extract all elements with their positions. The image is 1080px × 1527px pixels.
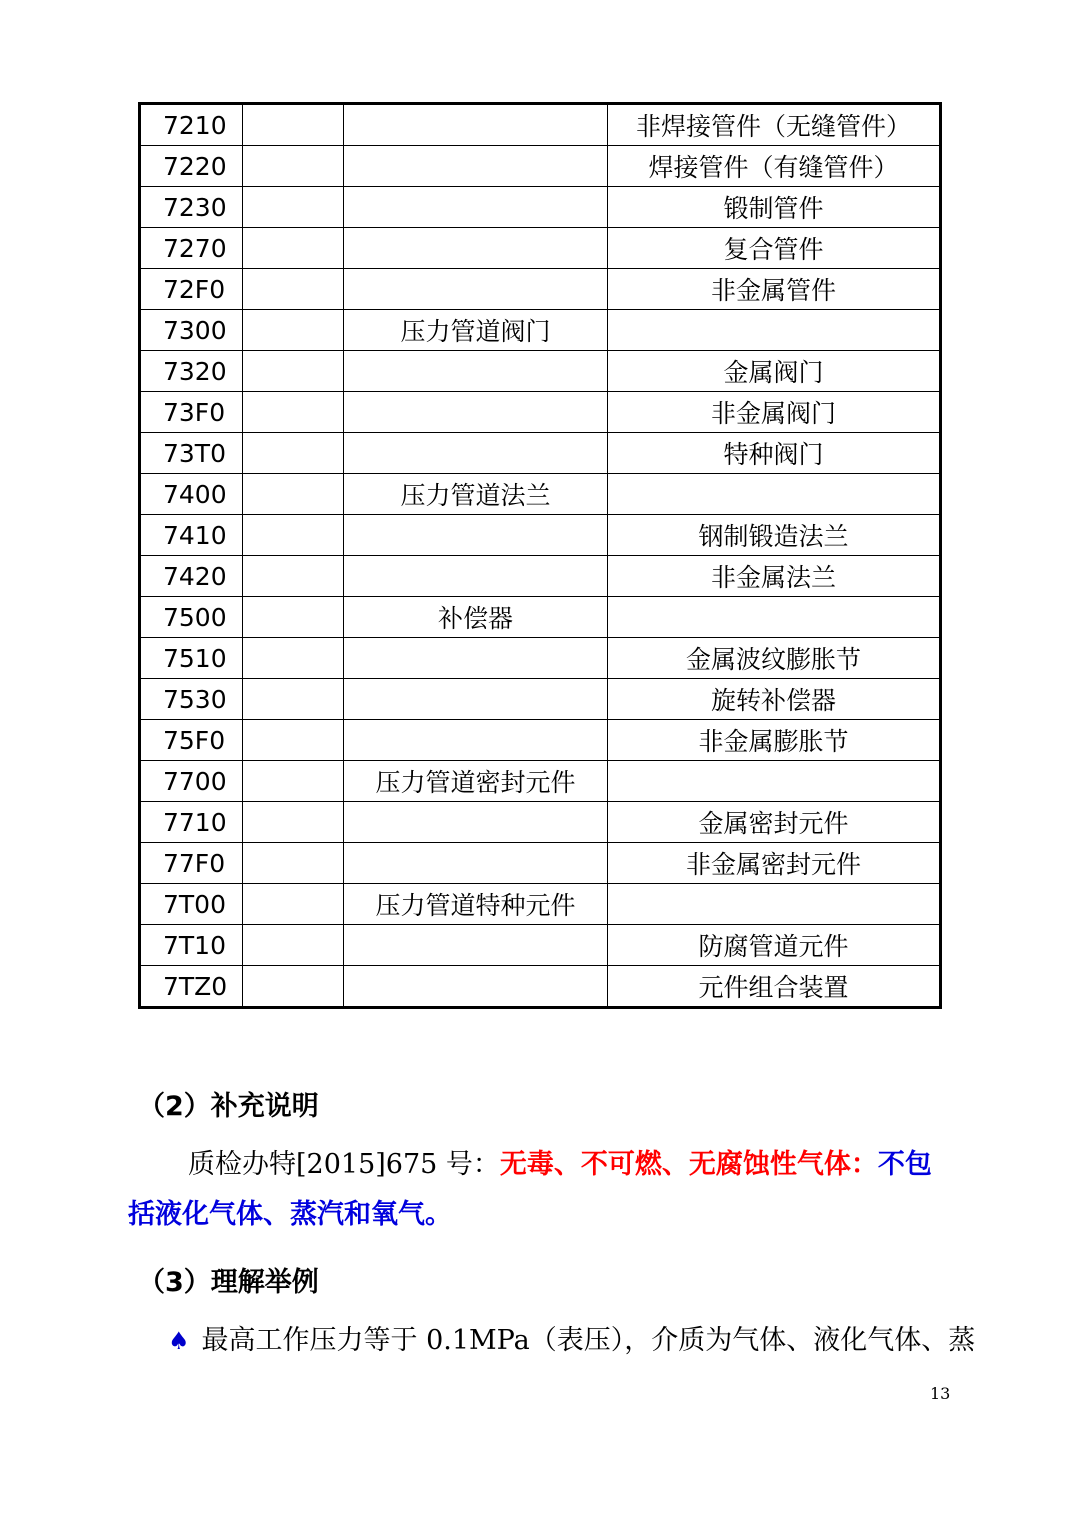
table-cell-c3: 补偿器 bbox=[344, 597, 608, 638]
section-2-heading: （2）补充说明 bbox=[138, 1091, 319, 1122]
table-row bbox=[140, 228, 941, 269]
spade-icon: ♠ bbox=[168, 1327, 190, 1355]
page-number: 13 bbox=[930, 1384, 951, 1403]
table-cell-code: 7220 bbox=[140, 146, 243, 187]
table-cell-c4: 金属阀门 bbox=[608, 351, 941, 392]
table-cell-c2 bbox=[243, 228, 344, 269]
table-row bbox=[140, 104, 941, 146]
highlighted-exclusion: 不包括液化气体、蒸汽和氧气。 bbox=[128, 1149, 932, 1230]
table-cell-c3 bbox=[344, 146, 608, 187]
table-cell-c2 bbox=[243, 146, 344, 187]
table-cell-code: 73T0 bbox=[140, 433, 243, 474]
table-cell-code: 7700 bbox=[140, 761, 243, 802]
table-cell-c3: 压力管道阀门 bbox=[344, 310, 608, 351]
table-row bbox=[140, 187, 941, 228]
table-cell-c3 bbox=[344, 925, 608, 966]
table-row bbox=[140, 269, 941, 310]
table-cell-code: 75F0 bbox=[140, 720, 243, 761]
table-cell-c3 bbox=[344, 720, 608, 761]
table-cell-c2 bbox=[243, 720, 344, 761]
table-row bbox=[140, 966, 941, 1008]
table-cell-c3 bbox=[344, 556, 608, 597]
table-cell-c4: 防腐管道元件 bbox=[608, 925, 941, 966]
table-row bbox=[140, 515, 941, 556]
table-cell-c4 bbox=[608, 474, 941, 515]
table-cell-c4: 金属波纹膨胀节 bbox=[608, 638, 941, 679]
table-cell-c2 bbox=[243, 925, 344, 966]
table-cell-c3 bbox=[344, 104, 608, 146]
table-cell-c4: 非金属管件 bbox=[608, 269, 941, 310]
table-row bbox=[140, 351, 941, 392]
catalog-table-body bbox=[140, 104, 941, 1008]
table-cell-c2 bbox=[243, 966, 344, 1008]
table-cell-c2 bbox=[243, 515, 344, 556]
regulation-reference: 质检办特[2015]675 号： bbox=[188, 1149, 500, 1180]
table-cell-code: 7400 bbox=[140, 474, 243, 515]
table-row bbox=[140, 556, 941, 597]
table-cell-c4: 复合管件 bbox=[608, 228, 941, 269]
table-cell-c3 bbox=[344, 351, 608, 392]
table-cell-c3 bbox=[344, 187, 608, 228]
table-cell-c2 bbox=[243, 556, 344, 597]
table-cell-code: 7510 bbox=[140, 638, 243, 679]
section-3-heading: （3）理解举例 bbox=[138, 1267, 319, 1298]
table-cell-c2 bbox=[243, 884, 344, 925]
table-row bbox=[140, 925, 941, 966]
table-cell-c4 bbox=[608, 597, 941, 638]
table-cell-c4: 特种阀门 bbox=[608, 433, 941, 474]
table-cell-c4: 旋转补偿器 bbox=[608, 679, 941, 720]
table-cell-c4 bbox=[608, 884, 941, 925]
table-row bbox=[140, 761, 941, 802]
table-cell-c2 bbox=[243, 597, 344, 638]
table-cell-code: 73F0 bbox=[140, 392, 243, 433]
table-row bbox=[140, 638, 941, 679]
highlighted-gas-type: 无毒、不可燃、无腐蚀性气体： bbox=[499, 1149, 878, 1180]
table-cell-c3 bbox=[344, 269, 608, 310]
table-cell-code: 7710 bbox=[140, 802, 243, 843]
table-cell-c3 bbox=[344, 515, 608, 556]
table-cell-c2 bbox=[243, 761, 344, 802]
table-row bbox=[140, 474, 941, 515]
supplementary-note bbox=[128, 1140, 958, 1240]
table-cell-code: 7320 bbox=[140, 351, 243, 392]
table-cell-code: 7T10 bbox=[140, 925, 243, 966]
table-cell-c2 bbox=[243, 392, 344, 433]
table-row bbox=[140, 720, 941, 761]
table-cell-code: 77F0 bbox=[140, 843, 243, 884]
table-cell-c4 bbox=[608, 761, 941, 802]
table-row bbox=[140, 597, 941, 638]
table-cell-c4 bbox=[608, 310, 941, 351]
table-row bbox=[140, 679, 941, 720]
table-cell-c2 bbox=[243, 433, 344, 474]
table-cell-c2 bbox=[243, 679, 344, 720]
table-cell-code: 7210 bbox=[140, 104, 243, 146]
table-row bbox=[140, 392, 941, 433]
table-row bbox=[140, 146, 941, 187]
table-cell-c4: 钢制锻造法兰 bbox=[608, 515, 941, 556]
table-cell-c3 bbox=[344, 843, 608, 884]
example-text: 最高工作压力等于 0.1MPa（表压），介质为气体、液化气体、蒸 bbox=[201, 1325, 976, 1356]
table-cell-code: 7TZ0 bbox=[140, 966, 243, 1008]
table-cell-code: 7420 bbox=[140, 556, 243, 597]
table-cell-c3 bbox=[344, 228, 608, 269]
table-cell-c2 bbox=[243, 187, 344, 228]
table-cell-c2 bbox=[243, 104, 344, 146]
example-bullet bbox=[168, 1318, 975, 1357]
table-cell-c3: 压力管道法兰 bbox=[344, 474, 608, 515]
table-cell-c3: 压力管道密封元件 bbox=[344, 761, 608, 802]
table-cell-c3 bbox=[344, 433, 608, 474]
table-cell-c2 bbox=[243, 802, 344, 843]
table-row bbox=[140, 843, 941, 884]
table-cell-c4: 元件组合装置 bbox=[608, 966, 941, 1008]
table-cell-c4: 非金属密封元件 bbox=[608, 843, 941, 884]
table-cell-c4: 焊接管件（有缝管件） bbox=[608, 146, 941, 187]
table-cell-c3: 压力管道特种元件 bbox=[344, 884, 608, 925]
table-cell-c4: 锻制管件 bbox=[608, 187, 941, 228]
table-cell-code: 7530 bbox=[140, 679, 243, 720]
component-catalog-table bbox=[138, 102, 942, 1009]
table-cell-c2 bbox=[243, 269, 344, 310]
table-cell-c2 bbox=[243, 310, 344, 351]
table-cell-code: 7270 bbox=[140, 228, 243, 269]
table-cell-c4: 非焊接管件（无缝管件） bbox=[608, 104, 941, 146]
table-cell-c3 bbox=[344, 802, 608, 843]
table-cell-code: 7410 bbox=[140, 515, 243, 556]
table-cell-c4: 非金属阀门 bbox=[608, 392, 941, 433]
table-cell-c4: 非金属法兰 bbox=[608, 556, 941, 597]
table-row bbox=[140, 802, 941, 843]
table-cell-c3 bbox=[344, 392, 608, 433]
table-cell-c3 bbox=[344, 638, 608, 679]
table-row bbox=[140, 884, 941, 925]
table-row bbox=[140, 310, 941, 351]
table-cell-code: 7300 bbox=[140, 310, 243, 351]
table-cell-c3 bbox=[344, 679, 608, 720]
table-cell-c2 bbox=[243, 638, 344, 679]
table-cell-code: 7T00 bbox=[140, 884, 243, 925]
table-cell-c4: 金属密封元件 bbox=[608, 802, 941, 843]
table-cell-c4: 非金属膨胀节 bbox=[608, 720, 941, 761]
table-cell-c2 bbox=[243, 474, 344, 515]
table-cell-code: 7230 bbox=[140, 187, 243, 228]
table-cell-code: 7500 bbox=[140, 597, 243, 638]
table-cell-c2 bbox=[243, 843, 344, 884]
table-cell-c3 bbox=[344, 966, 608, 1008]
table-cell-code: 72F0 bbox=[140, 269, 243, 310]
table-cell-c2 bbox=[243, 351, 344, 392]
table-row bbox=[140, 433, 941, 474]
